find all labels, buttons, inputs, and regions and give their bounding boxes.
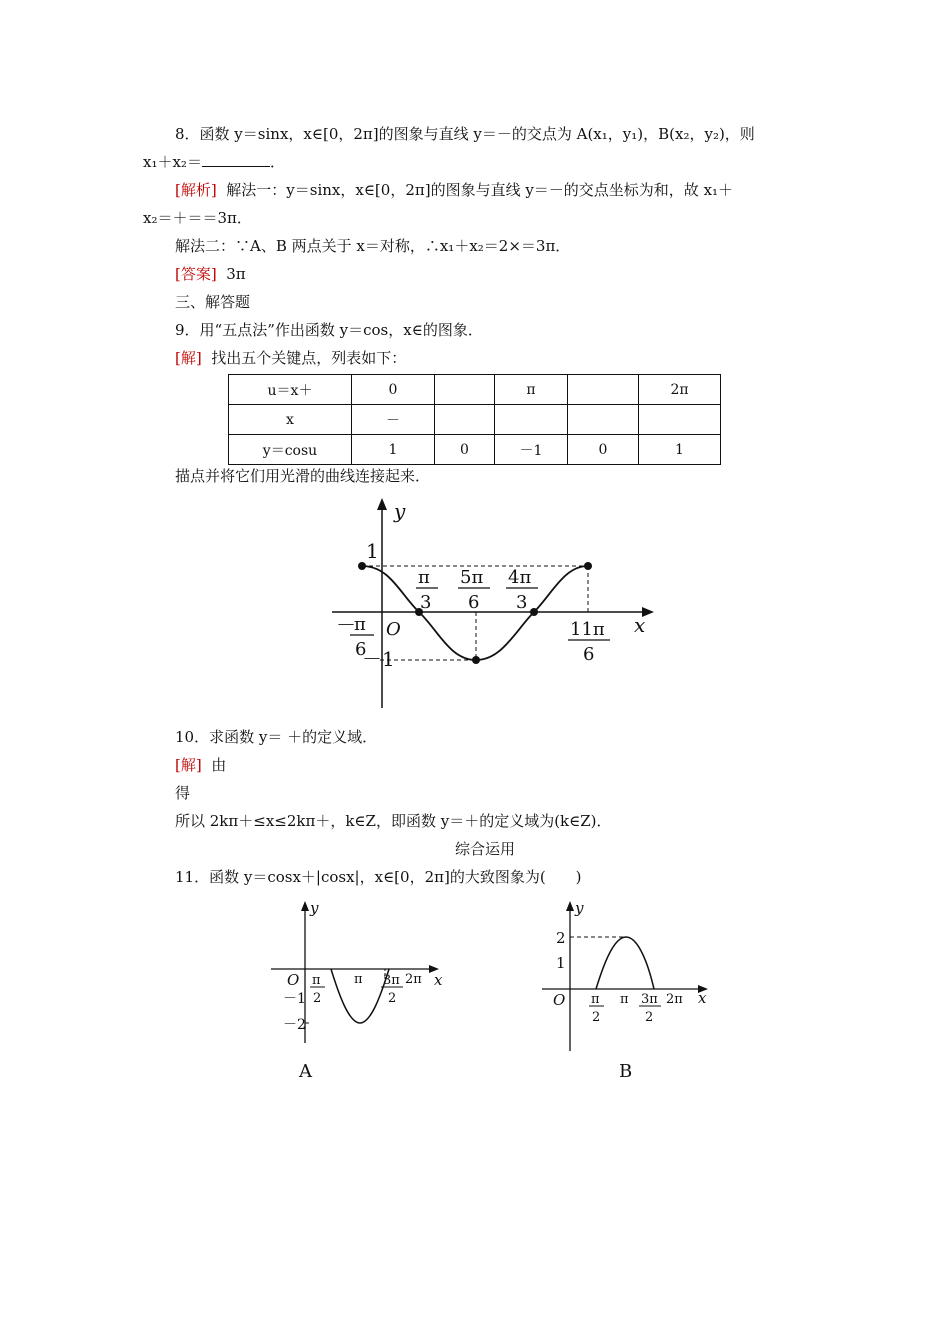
- option-b-label: B: [619, 1061, 633, 1082]
- pi2-num: π: [591, 992, 600, 1007]
- tick1-num: π: [418, 567, 430, 588]
- q8-analysis-line1: [175, 180, 733, 200]
- p2-label: 2π: [666, 992, 683, 1007]
- q8-answer-blank: [202, 152, 270, 167]
- table-cell: [639, 405, 721, 435]
- table-cell: [435, 375, 495, 405]
- pi2-den: 2: [313, 991, 322, 1006]
- key-point: [530, 608, 538, 616]
- p32-num: 3π: [641, 992, 658, 1007]
- p32-den: 2: [388, 991, 397, 1006]
- table-row: [229, 435, 721, 465]
- x-axis-label: x: [698, 989, 707, 1007]
- key-point: [358, 562, 366, 570]
- q8-line2-prefix: x₁＋x₂＝: [143, 153, 202, 171]
- tick1-den: 3: [420, 592, 432, 613]
- table-cell: u＝x＋: [229, 375, 352, 405]
- q9-question: 9．用“五点法”作出函数 y＝cos，x∈的图象．: [175, 321, 483, 339]
- q10-solution-text: 由: [211, 756, 227, 774]
- tick3-num: 4π: [508, 567, 532, 588]
- q8-line2-suffix: ．: [269, 153, 285, 171]
- pi-label: π: [354, 972, 363, 987]
- table-cell: [568, 375, 639, 405]
- table-cell: 2π: [639, 375, 721, 405]
- q8-line2: [143, 152, 285, 172]
- origin-label: O: [553, 991, 566, 1009]
- answer-tag: [答案]: [175, 265, 217, 283]
- tick4-den: 6: [583, 644, 595, 665]
- table-cell: [435, 405, 495, 435]
- solution-intro: 找出五个关键点，列表如下：: [211, 349, 407, 367]
- neg-tick-den: 6: [355, 639, 367, 660]
- origin-label: O: [386, 619, 401, 640]
- section2-heading: 综合运用: [455, 840, 516, 858]
- tick3-den: 3: [516, 592, 528, 613]
- table-cell: [495, 405, 568, 435]
- table-cell: 0: [435, 435, 495, 465]
- y-tick-neg1: －1: [362, 647, 395, 671]
- x-axis-label: x: [434, 971, 443, 989]
- y-tick-1: 1: [556, 954, 566, 972]
- q9-solution-line: [175, 348, 406, 368]
- x-axis-label: x: [634, 613, 646, 637]
- q8-method2: 解法二：∵A、B 两点关于 x＝对称，∴x₁＋x₂＝2×＝3π．: [175, 237, 571, 255]
- q11-question: 11．函数 y＝cosx＋|cosx|，x∈[0，2π]的大致图象为( ): [175, 868, 582, 886]
- key-point: [472, 656, 480, 664]
- y-axis-label: y: [310, 899, 319, 917]
- q10-solution-line: [175, 755, 226, 775]
- graph-a: [265, 895, 455, 1085]
- key-points-table: [228, 374, 721, 465]
- table-cell: π: [495, 375, 568, 405]
- neg-sign: －: [336, 613, 356, 637]
- section-heading: 三、解答题: [175, 293, 251, 311]
- tick4-num: 11π: [570, 619, 605, 640]
- p32-num: 3π: [383, 973, 400, 988]
- y-tick-2: 2: [556, 929, 566, 947]
- y-axis-arrow-icon: [377, 498, 387, 510]
- p2-label: 2π: [405, 972, 422, 987]
- solution-tag: [解]: [175, 349, 202, 367]
- analysis-text1: 解法一：y＝sinx，x∈[0，2π]的图象与直线 y＝－的交点坐标为和，故 x₁＋: [226, 181, 734, 199]
- q8-answer-line: [175, 264, 246, 284]
- cosine-graph: [320, 490, 670, 715]
- table-cell: －1: [495, 435, 568, 465]
- p32-den: 2: [645, 1010, 654, 1025]
- neg-tick-num: π: [354, 614, 366, 635]
- table-cell: [568, 405, 639, 435]
- table-cell: 0: [568, 435, 639, 465]
- y-axis-arrow-icon: [301, 901, 309, 911]
- pi2-den: 2: [592, 1010, 601, 1025]
- table-cell: －: [352, 405, 435, 435]
- answer-value: 3π: [226, 265, 246, 283]
- origin-label: O: [287, 971, 300, 989]
- table-cell: 1: [639, 435, 721, 465]
- tick2-num: 5π: [460, 567, 484, 588]
- tick2-den: 6: [468, 592, 480, 613]
- y-axis-arrow-icon: [566, 901, 574, 911]
- y-tick-neg1: －1: [283, 991, 306, 1007]
- q8-line1: 8．函数 y＝sinx，x∈[0，2π]的图象与直线 y＝－的交点为 A(x₁，y₁)，B(x₂，y₂)，则: [175, 125, 755, 143]
- table-cell: 0: [352, 375, 435, 405]
- q10-de: 得: [175, 784, 191, 802]
- graph-b-curve: [596, 937, 654, 989]
- table-cell: 1: [352, 435, 435, 465]
- q10-solution-tag: [解]: [175, 756, 202, 774]
- y-axis-label: y: [575, 899, 584, 917]
- analysis-tag: [解析]: [175, 181, 217, 199]
- table-row: [229, 375, 721, 405]
- table-row: [229, 405, 721, 435]
- table-cell: y＝cosu: [229, 435, 352, 465]
- y-tick-neg2: －2: [283, 1017, 306, 1033]
- pi-label: π: [620, 992, 629, 1007]
- key-point: [584, 562, 592, 570]
- q10-question: 10．求函数 y＝ ＋的定义域．: [175, 728, 378, 746]
- y-tick-1: 1: [366, 539, 379, 563]
- graph-b: [538, 895, 728, 1085]
- q10-conclusion: 所以 2kπ＋≤x≤2kπ＋，k∈Z，即函数 y＝＋的定义域为(k∈Z)．: [175, 812, 612, 830]
- table-cell: x: [229, 405, 352, 435]
- pi2-num: π: [312, 973, 321, 988]
- option-a-label: A: [299, 1061, 312, 1082]
- q9-after-table: 描点并将它们用光滑的曲线连接起来．: [175, 467, 431, 485]
- y-axis-label: y: [394, 499, 406, 523]
- q8-analysis-line2: x₂＝＋＝＝3π．: [143, 209, 252, 227]
